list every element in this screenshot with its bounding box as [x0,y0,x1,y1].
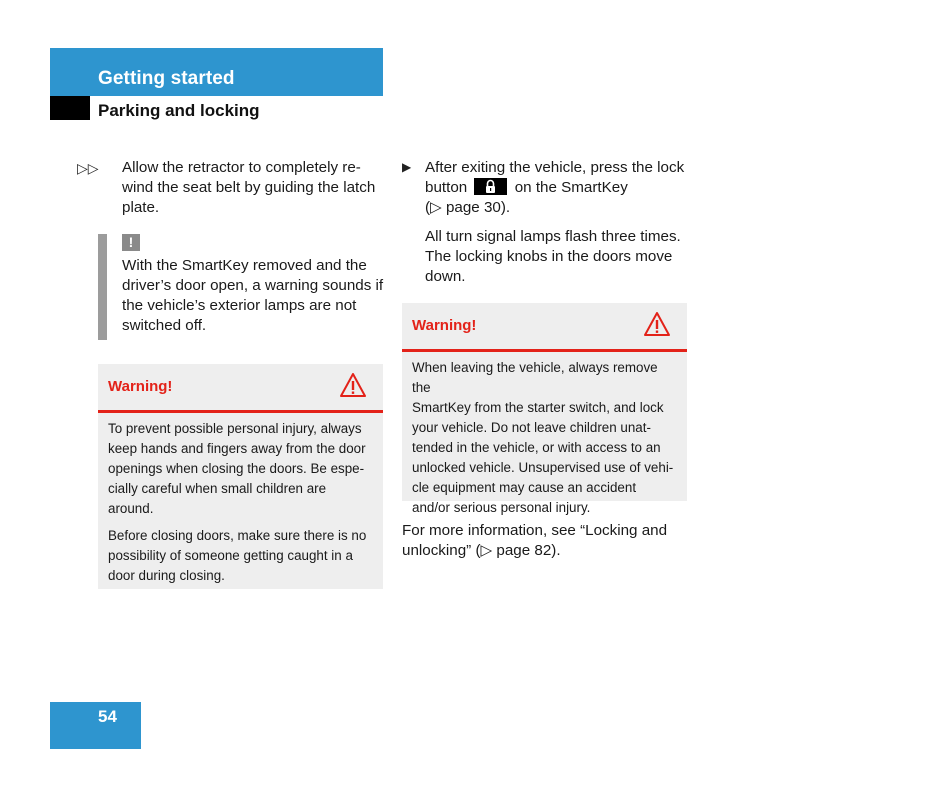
page-reference: (▷ page 30). [425,199,511,216]
step-marker: ▶ [402,160,412,174]
warning-line: When leaving the vehicle, always remove the [412,360,658,395]
warning-header [402,303,687,352]
warning-line: door during closing. [108,568,225,583]
note-text-line: the vehicle’s exterior lamps are not [122,297,357,314]
warning-paragraph [412,358,677,518]
step-text-line: Allow the retractor to completely re- [122,159,361,176]
warning-line: SmartKey from the starter switch, and lock [412,400,664,415]
warning-paragraph [108,526,373,586]
step-text [122,158,387,218]
more-info-line: For more information, see “Locking and [402,522,668,539]
warning-line: cially careful when small children are [108,481,327,496]
result-text-line: The locking knobs in the doors move [425,248,673,265]
warning-box-smartkey [402,303,687,515]
result-text-line: All turn signal lamps flash three times. [425,228,681,245]
step-text-fragment: button [425,179,468,196]
note-text-line: With the SmartKey removed and the [122,257,367,274]
warning-line: tended in the vehicle, or with access to an [412,440,661,455]
subsection-title: Parking and locking [98,101,260,120]
note-text-line: switched off. [122,317,207,334]
result-text-line: down. [425,268,466,285]
more-info-text [402,521,692,561]
warning-triangle-icon [339,372,367,398]
warning-line: openings when closing the doors. Be espe- [108,461,365,476]
step-text-line: After exiting the vehicle, press the lock [425,159,685,176]
header-marker-block [50,96,90,120]
warning-line: your vehicle. Do not leave children unat- [412,420,651,435]
note-bar [98,234,107,340]
lock-icon [474,178,507,195]
warning-line: around. [108,501,154,516]
step-text-line: plate. [122,199,160,216]
warning-paragraph [108,419,373,519]
note-text-line: driver’s door open, a warning sounds if [122,277,384,294]
warning-line: To prevent possible personal injury, always [108,421,362,436]
warning-body [98,413,383,594]
warning-title: Warning! [108,378,173,395]
warning-body [402,352,687,526]
continuation-marker: ▷▷ [77,160,99,176]
warning-triangle-icon [643,311,671,337]
page-number: 54 [98,707,117,726]
step-text-fragment: on the SmartKey [514,179,628,196]
lock-step-text [425,158,700,218]
step-text-line: wind the seat belt by guiding the latch [122,179,376,196]
warning-line: unlocked vehicle. Unsupervised use of vehi- [412,460,674,475]
step-text-line [425,178,700,198]
section-header [50,48,383,96]
exclamation-icon: ! [122,234,140,251]
note-text [122,256,387,336]
warning-box-doors [98,364,383,589]
page-number-box [50,702,141,749]
warning-title: Warning! [412,317,477,334]
warning-line: keep hands and fingers away from the door [108,441,366,456]
warning-header [98,364,383,413]
warning-line: cle equipment may cause an accident [412,480,637,495]
section-title: Getting started [98,68,235,89]
more-info-line: unlocking” (▷ page 82). [402,542,561,559]
warning-line: Before closing doors, make sure there is no [108,528,367,543]
warning-line: possibility of someone getting caught in a [108,548,353,563]
result-text [425,227,700,287]
warning-line: and/or serious personal injury. [412,500,591,515]
